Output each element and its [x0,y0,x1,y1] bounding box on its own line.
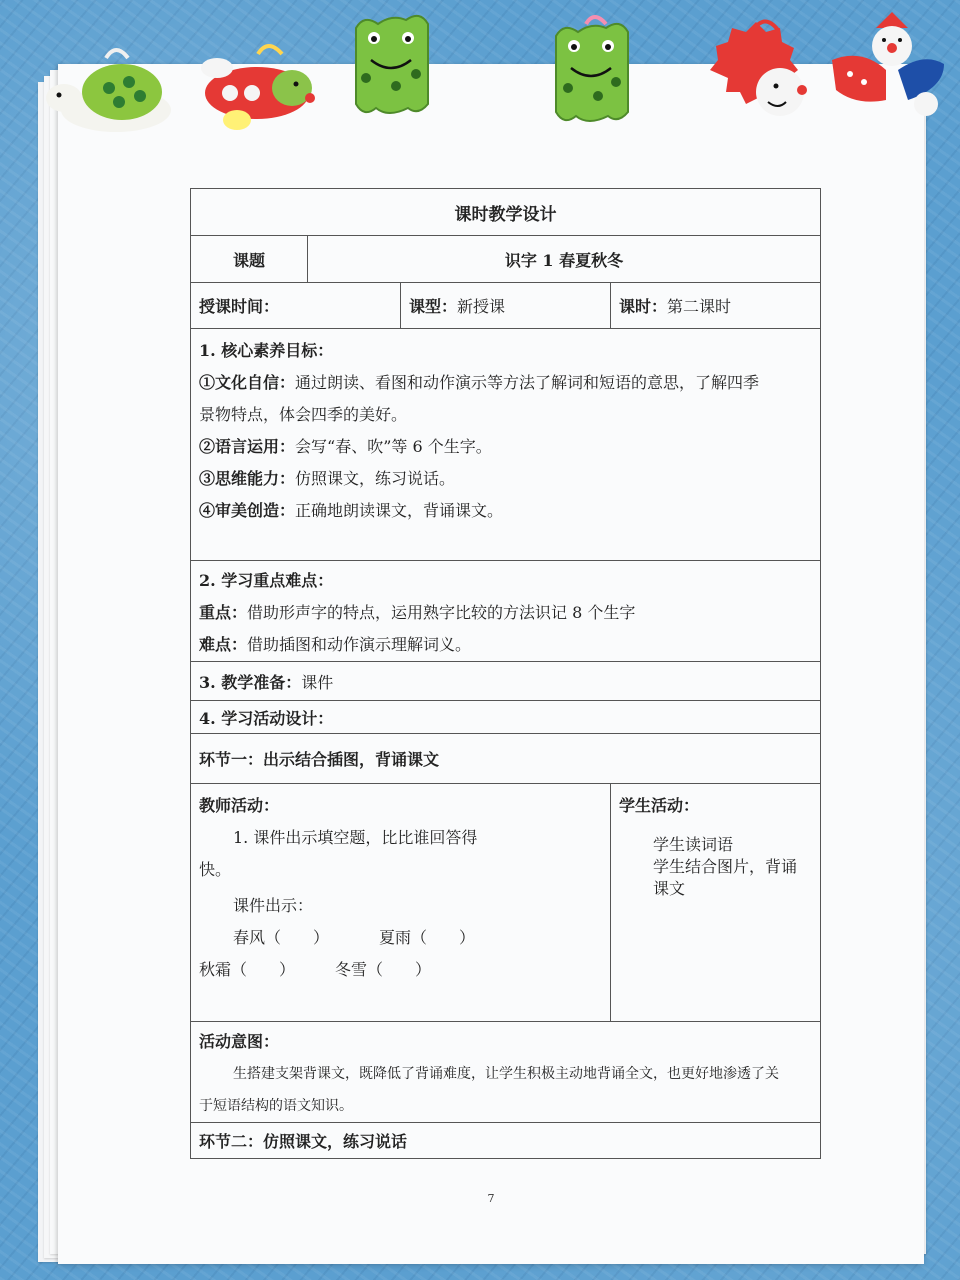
courseware-label: 课件出示： [233,896,314,915]
student-activity-list [619,834,812,900]
key-points-section [191,561,821,662]
difficult-label: 难点： [199,635,248,654]
lesson-period-cell [611,283,821,329]
teacher-activity-text: 快。 [199,860,232,879]
goal-label: ①文化自信： [199,373,296,392]
goal-item [199,463,812,495]
lesson-plan-table [190,188,821,1159]
airplane-clip-icon [192,38,322,138]
frog-clip-icon [546,10,636,130]
activity-intent-text: 生搭建支架背课文，既降低了背诵难度，让学生积极主动地背诵全文，也更好地渗透了关 [233,1066,779,1082]
activity-intent-heading: 活动意图： [199,1032,280,1051]
teacher-activity-text: 1. 课件出示填空题，比比谁回答得 [233,828,478,847]
lesson-type-label: 课型： [409,297,458,316]
goal-item [199,495,812,527]
topic-value: 识字 1 春夏秋冬 [308,236,821,283]
preparation-section [191,662,821,701]
student-activity-text: 学生结合图片，背诵课文 [653,857,798,898]
goal-text: 通过朗读、看图和动作演示等方法了解词和短语的意思，了解四季 [295,373,760,392]
student-activity-heading: 学生活动： [619,796,700,815]
fill-blank: 冬雪（ ） [335,960,432,979]
document-page [58,64,924,1264]
difficult-point [199,629,812,661]
activity-design-heading: 4. 学习活动设计： [191,701,821,734]
clown-clip-icon [826,8,946,128]
fill-blank-row [199,922,602,954]
section-heading: 1. 核心素养目标： [199,341,334,360]
key-label: 重点： [199,603,248,622]
core-goals-section [191,329,821,561]
fill-blank: 秋霜（ ） [199,960,296,979]
goal-text: 景物特点，体会四季的美好。 [199,405,408,424]
goal-item [199,399,812,431]
fill-blank: 春风（ ） [233,928,330,947]
fill-blank: 夏雨（ ） [379,928,476,947]
topic-label: 课题 [191,236,308,283]
lesson-type-value: 新授课 [457,297,506,316]
goal-label: ④审美创造： [199,501,296,520]
teacher-activity-heading: 教师活动： [199,796,280,815]
teaching-time-label: 授课时间： [199,297,280,316]
hedgehog-clip-icon [700,10,820,125]
lesson-period-value: 第二课时 [667,297,732,316]
goal-text: 正确地朗读课文，背诵课文。 [295,501,504,520]
teacher-activity-cell [191,784,611,1022]
key-text: 借助形声字的特点，运用熟字比较的方法识记 8 个生字 [247,603,636,622]
goal-text: 仿照课文，练习说话。 [295,469,456,488]
student-activity-text: 学生读词语 [653,835,734,854]
table-title: 课时教学设计 [191,189,821,236]
teaching-time-cell [191,283,401,329]
frog-clip-icon [346,8,436,123]
turtle-clip-icon [44,40,184,140]
stage-two-heading: 环节二：仿照课文，练习说话 [191,1123,821,1159]
activity-intent-text: 于短语结构的语文知识。 [199,1098,353,1114]
goal-text: 会写“春、吹”等 6 个生字。 [295,437,492,456]
page-number: 7 [487,1192,495,1205]
section-heading: 2. 学习重点难点： [199,571,334,590]
goal-item [199,367,812,399]
stage-one-heading: 环节一：出示结合插图，背诵课文 [191,734,821,784]
lesson-type-cell [401,283,611,329]
difficult-text: 借助插图和动作演示理解词义。 [247,635,472,654]
lesson-period-label: 课时： [619,297,668,316]
key-point [199,597,812,629]
preparation-text: 课件 [301,672,334,692]
student-activity-cell [611,784,821,1022]
goal-label: ②语言运用： [199,437,296,456]
fill-blank-row [199,954,602,986]
goal-label: ③思维能力： [199,469,296,488]
section-heading: 3. 教学准备： [199,672,302,692]
activity-intent-section [191,1022,821,1123]
goal-item [199,431,812,463]
